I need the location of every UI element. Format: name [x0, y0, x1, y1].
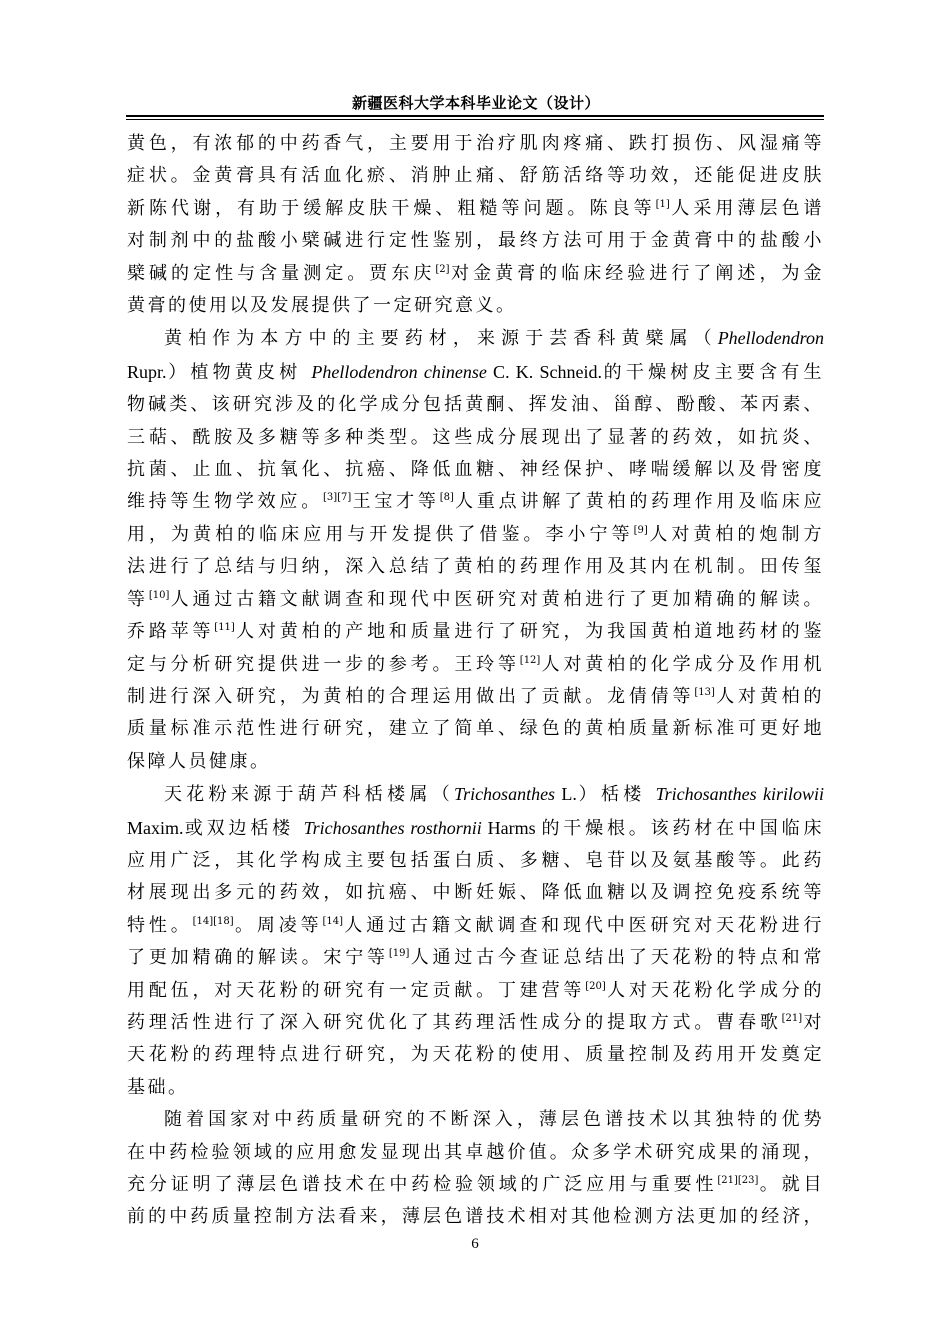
text-line: [127, 1137, 824, 1169]
text-run: 人对天花粉化学成分的: [605, 979, 825, 1001]
text-run: 人对黄柏的: [714, 685, 824, 707]
text-run: 人对黄柏的产地和质量进行了研究，为我国黄柏道地药材的鉴: [234, 621, 825, 643]
text-line: [127, 356, 824, 389]
text-line: [127, 128, 824, 160]
text-run: 黄膏的使用以及发展提供了一定研究意义。: [127, 295, 517, 317]
citation: [8]: [439, 492, 454, 504]
text-run: 保障人员健康。: [127, 750, 271, 772]
text-line: [127, 812, 824, 845]
text-line: [127, 422, 824, 454]
text-run: 特性。: [127, 914, 193, 936]
text-run: 人采用薄层色谱: [669, 197, 824, 219]
text-run: 等: [127, 588, 149, 610]
text-run: 质量标准示范性进行研究，建立了简单、绿色的黄柏质量新标准可更好地: [127, 718, 824, 740]
citation: [12]: [519, 654, 541, 666]
text-line: [127, 713, 824, 745]
text-run: 人通过古籍文献调查和现代中医研究对黄柏进行了更加精确的解读。: [169, 588, 825, 610]
text-line: [127, 942, 824, 974]
citation: [1]: [655, 198, 670, 210]
citation: [9]: [633, 524, 648, 536]
text-line: [127, 160, 824, 192]
text-run: 的干燥根。该药材在中国临床: [541, 817, 824, 839]
text-run: 用配伍，对天花粉的研究有一定贡献。丁建营等: [127, 979, 586, 1001]
text-run: 人重点讲解了黄柏的药理作用及临床应: [453, 491, 825, 513]
text-run: 对金黄膏的临床经验进行了阐述，为金: [449, 262, 824, 284]
text-line: [127, 778, 824, 811]
citation: [11]: [214, 622, 235, 634]
text-line: [127, 910, 824, 942]
latin-name: L.: [555, 784, 577, 805]
text-run: 定与分析研究提供进一步的参考。王玲等: [127, 653, 520, 675]
text-line: [127, 681, 824, 713]
header-rule-thin: [126, 119, 824, 120]
latin-name: Harms: [481, 817, 542, 838]
text-run: 用，为黄柏的临床应用与开发提供了借鉴。李小宁等: [127, 523, 634, 545]
text-run: 三萜、酰胺及多糖等多种类型。这些成分展现出了显著的药效，如抗炎、: [127, 426, 824, 448]
citation: [14][18]: [192, 915, 234, 927]
text-run: 应用广泛，其化学构成主要包括蛋白质、多糖、皂苷以及氨基酸等。此药: [127, 849, 824, 871]
page-header: 新疆医科大学本科毕业论文（设计）: [351, 94, 600, 112]
latin-name: Maxim.: [127, 817, 184, 838]
text-line: [127, 616, 824, 648]
text-run: 维持等生物学效应。: [127, 491, 323, 513]
text-line: [127, 584, 824, 616]
text-run: 充分证明了薄层色谱技术在中药检验领域的广泛应用与重要性: [127, 1174, 718, 1195]
text-line: [127, 975, 824, 1007]
citation: [21]: [781, 1012, 803, 1024]
text-run: 前的中药质量控制方法看来，薄层色谱技术相对其他检测方法更加的经济，: [127, 1206, 824, 1228]
text-line: [127, 1201, 824, 1233]
text-run: 物碱类、该研究涉及的化学成分包括黄酮、挥发油、甾醇、酚酸、苯丙素、: [127, 394, 824, 416]
text-run: 。就目: [758, 1174, 824, 1195]
text-line: [127, 877, 824, 909]
text-run: 人通过古今查证总结出了天花粉的特点和常: [409, 947, 824, 969]
text-line: [127, 1104, 824, 1136]
text-run: 对制剂中的盐酸小檗碱进行定性鉴别，最终方法可用于金黄膏中的盐酸小: [127, 230, 824, 252]
text-run: 新陈代谢，有助于缓解皮肤干燥、粗糙等问题。陈良等: [127, 197, 656, 219]
body-text: [127, 128, 824, 1234]
text-run: 王宝才等: [351, 491, 440, 513]
citation: [2]: [435, 263, 450, 275]
text-line: [127, 389, 824, 421]
text-run: 黄柏作为本方中的主要药材，来源于芸香科黄檗属（: [164, 328, 718, 350]
text-run: 在中药检验领域的应用愈发显现出其卓越价值。众多学术研究成果的涌现，: [127, 1141, 824, 1163]
latin-name: Phellodendron: [717, 328, 824, 349]
text-run: 黄色，有浓郁的中药香气，主要用于治疗肌肉疼痛、跌打损伤、风湿痛等: [127, 133, 824, 154]
text-line: [127, 225, 824, 257]
text-line: [127, 322, 824, 355]
text-run: 的干燥树皮主要含有生: [601, 361, 824, 383]
text-line: [127, 746, 824, 778]
text-run: ）植物黄皮树: [166, 361, 312, 383]
text-line: [127, 845, 824, 877]
text-run: 抗菌、止血、抗氧化、抗癌、降低血糖、神经保护、哮喘缓解以及骨密度: [127, 459, 824, 481]
text-run: 了更加精确的解读。宋宁等: [127, 947, 389, 969]
text-run: 。周凌等: [233, 914, 323, 936]
citation: [21][23]: [717, 1175, 759, 1186]
text-line: [127, 1169, 824, 1201]
latin-name: Phellodendron chinense: [311, 361, 487, 382]
text-run: 制进行深入研究，为黄柏的合理运用做出了贡献。龙倩倩等: [127, 685, 695, 707]
latin-name: C. K. Schneid.: [486, 361, 602, 382]
text-run: ）栝楼: [576, 784, 656, 806]
text-run: 乔路苹等: [127, 621, 215, 643]
citation: [19]: [388, 948, 410, 960]
text-run: 症状。金黄膏具有活血化瘀、消肿止痛、舒筋活络等功效，还能促进皮肤: [127, 165, 824, 187]
page-number: 6: [471, 1236, 479, 1252]
text-line: [127, 290, 824, 322]
text-run: 基础。: [127, 1076, 189, 1098]
text-line: [127, 486, 824, 518]
text-run: 人对黄柏的化学成分及作用机: [540, 653, 825, 675]
text-line: [127, 1072, 824, 1104]
citation: [10]: [148, 589, 170, 601]
text-run: 檗碱的定性与含量测定。贾东庆: [127, 262, 436, 284]
text-line: [127, 649, 824, 681]
text-line: [127, 551, 824, 583]
text-run: 对: [802, 1011, 825, 1033]
text-run: 随着国家对中药质量研究的不断深入，薄层色谱技术以其独特的优势: [164, 1109, 824, 1131]
citation: [20]: [585, 980, 606, 992]
text-line: [127, 193, 824, 225]
text-run: 人对黄柏的炮制方: [647, 523, 825, 545]
text-run: 天花粉来源于葫芦科栝楼属（: [164, 784, 455, 806]
text-run: 人通过古籍文献调查和现代中医研究对天花粉进行: [343, 914, 825, 936]
latin-name: Rupr.: [127, 361, 167, 382]
text-run: 天花粉的药理特点进行研究，为天花粉的使用、质量控制及药用开发奠定: [127, 1044, 824, 1066]
text-line: [127, 1007, 824, 1039]
latin-name: Trichosanthes rosthornii: [303, 817, 482, 838]
text-run: 或双边栝楼: [183, 817, 304, 839]
latin-name: Trichosanthes: [454, 784, 556, 805]
header-rule-thick: [126, 115, 824, 117]
text-line: [127, 454, 824, 486]
text-line: [127, 1039, 824, 1071]
citation: [13]: [694, 686, 715, 698]
text-run: 法进行了总结与归纳，深入总结了黄柏的药理作用及其内在机制。田传玺: [127, 556, 824, 578]
text-run: 药理活性进行了深入研究优化了其药理活性成分的提取方式。曹春歌: [127, 1011, 782, 1033]
text-run: 材展现出多元的药效，如抗癌、中断妊娠、降低血糖以及调控免疫系统等: [127, 882, 824, 904]
citation: [3][7]: [322, 492, 352, 504]
citation: [14]: [322, 915, 344, 927]
text-line: [127, 258, 824, 290]
text-line: [127, 519, 824, 551]
latin-name: Trichosanthes kirilowii: [655, 784, 824, 805]
